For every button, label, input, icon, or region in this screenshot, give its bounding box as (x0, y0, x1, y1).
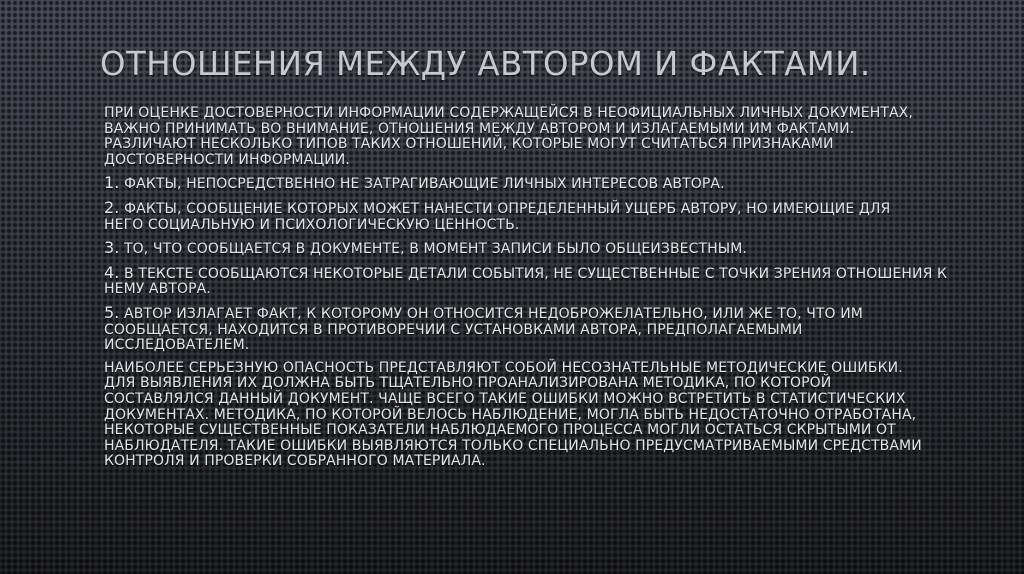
text-line: АВТОР ИЗЛАГАЕТ ФАКТ, К КОТОРОМУ ОН ОТНОСИТСЯ НЕДОБРОЖЕЛАТЕЛЬНО, ИЛИ ЖЕ ТО, ЧТО ИМ (124, 305, 863, 322)
text-line: ДЛЯ ВЫЯВЛЕНИЯ ИХ ДОЛЖНА БЫТЬ ТЩАТЕЛЬНО ПРОАНАЛИЗИРОВАНА МЕТОДИКА, ПО КОТОРОЙ (104, 375, 832, 392)
text-line: КОНТРОЛЯ И ПРОВЕРКИ СОБРАННОГО МАТЕРИАЛА. (104, 453, 486, 470)
text-line: ДОКУМЕНТАХ. МЕТОДИКА, ПО КОТОРОЙ ВЕЛОСЬ НАБЛЮДЕНИЕ, МОГЛА БЫТЬ НЕДОСТАТОЧНО ОТРАБОТАНА, (104, 406, 917, 423)
text-line: СОСТАВЛЯЛСЯ ДАННЫЙ ДОКУМЕНТ. ЧАЩЕ ВСЕГО ТАКИЕ ОШИБКИ МОЖНО ВСТРЕТИТЬ В СТАТИСТИЧЕСКИХ (104, 390, 906, 407)
item-number: 2. (104, 197, 120, 217)
list-item-1 (104, 175, 924, 193)
text-line: НАБЛЮДАТЕЛЯ. ТАКИЕ ОШИБКИ ВЫЯВЛЯЮТСЯ ТОЛЬКО СПЕЦИАЛЬНО ПРЕДУСМАТРИВАЕМЫМИ СРЕДСТВАМИ (104, 437, 922, 454)
text-line: СООБЩАЕТСЯ, НАХОДИТСЯ В ПРОТИВОРЕЧИИ С УСТАНОВКАМИ АВТОРА, ПРЕДПОЛАГАЕМЫМИ (104, 321, 803, 338)
list-item-5 (104, 302, 924, 354)
intro-paragraph (104, 106, 924, 168)
text-line: ПРИ ОЦЕНКЕ ДОСТОВЕРНОСТИ ИНФОРМАЦИИ СОДЕРЖАЩЕЙСЯ В НЕОФИЦИАЛЬНЫХ ЛИЧНЫХ ДОКУМЕНТАХ, (104, 105, 913, 121)
text-line: НЕМУ АВТОРА. (104, 281, 211, 298)
item-number: 1. (104, 173, 120, 193)
text-line: ИССЛЕДОВАТЕЛЕМ. (104, 337, 250, 354)
slide-title: ОТНОШЕНИЯ МЕЖДУ АВТОРОМ И ФАКТАМИ. (100, 44, 871, 83)
item-number: 3. (104, 238, 120, 258)
text-line: ВАЖНО ПРИНИМАТЬ ВО ВНИМАНИЕ, ОТНОШЕНИЯ МЕЖДУ АВТОРОМ И ИЗЛАГАЕМЫМИ ИМ ФАКТАМИ. (104, 120, 855, 137)
text-line: ФАКТЫ, СООБЩЕНИЕ КОТОРЫХ МОЖЕТ НАНЕСТИ ОПРЕДЕЛЕННЫЙ УЩЕРБ АВТОРУ, НО ИМЕЮЩИЕ ДЛЯ (124, 200, 891, 217)
text-line: НЕКОТОРЫЕ СУЩЕСТВЕННЫЕ ПОКАЗАТЕЛИ НАБЛЮДАЕМОГО ПРОЦЕССА МОГЛИ ОСТАТЬСЯ СКРЫТЫМИ ОТ (104, 422, 896, 439)
slide-body (104, 105, 948, 477)
text-line: ФАКТЫ, НЕПОСРЕДСТВЕННО НЕ ЗАТРАГИВАЮЩИЕ ЛИЧНЫХ ИНТЕРЕСОВ АВТОРА. (124, 176, 725, 193)
text-line: ДОСТОВЕРНОСТИ ИНФОРМАЦИИ. (104, 151, 350, 168)
text-line: НАИБОЛЕЕ СЕРЬЕЗНУЮ ОПАСНОСТЬ ПРЕДСТАВЛЯЮТ СОБОЙ НЕСОЗНАТЕЛЬНЫЕ МЕТОДИЧЕСКИЕ ОШИБКИ. (104, 359, 903, 376)
list-item-4 (104, 262, 948, 298)
list-item-2 (104, 197, 924, 233)
text-line: НЕГО СОЦИАЛЬНУЮ И ПСИХОЛОГИЧЕСКУЮ ЦЕННОСТЬ. (104, 216, 520, 233)
text-line: В ТЕКСТЕ СООБЩАЮТСЯ НЕКОТОРЫЕ ДЕТАЛИ СОБЫТИЯ, НЕ СУЩЕСТВЕННЫЕ С ТОЧКИ ЗРЕНИЯ ОТНОШЕНИЯ К (124, 265, 948, 282)
item-number: 4. (104, 262, 120, 282)
item-number: 5. (104, 302, 120, 322)
text-line: ТО, ЧТО СООБЩАЕТСЯ В ДОКУМЕНТЕ, В МОМЕНТ ЗАПИСИ БЫЛО ОБЩЕИЗВЕСТНЫМ. (124, 241, 747, 258)
text-line: РАЗЛИЧАЮТ НЕСКОЛЬКО ТИПОВ ТАКИХ ОТНОШЕНИЙ, КОТОРЫЕ МОГУТ СЧИТАТЬСЯ ПРИЗНАКАМИ (104, 136, 834, 153)
conclusion-paragraph (104, 361, 924, 470)
list-item-3 (104, 240, 924, 258)
